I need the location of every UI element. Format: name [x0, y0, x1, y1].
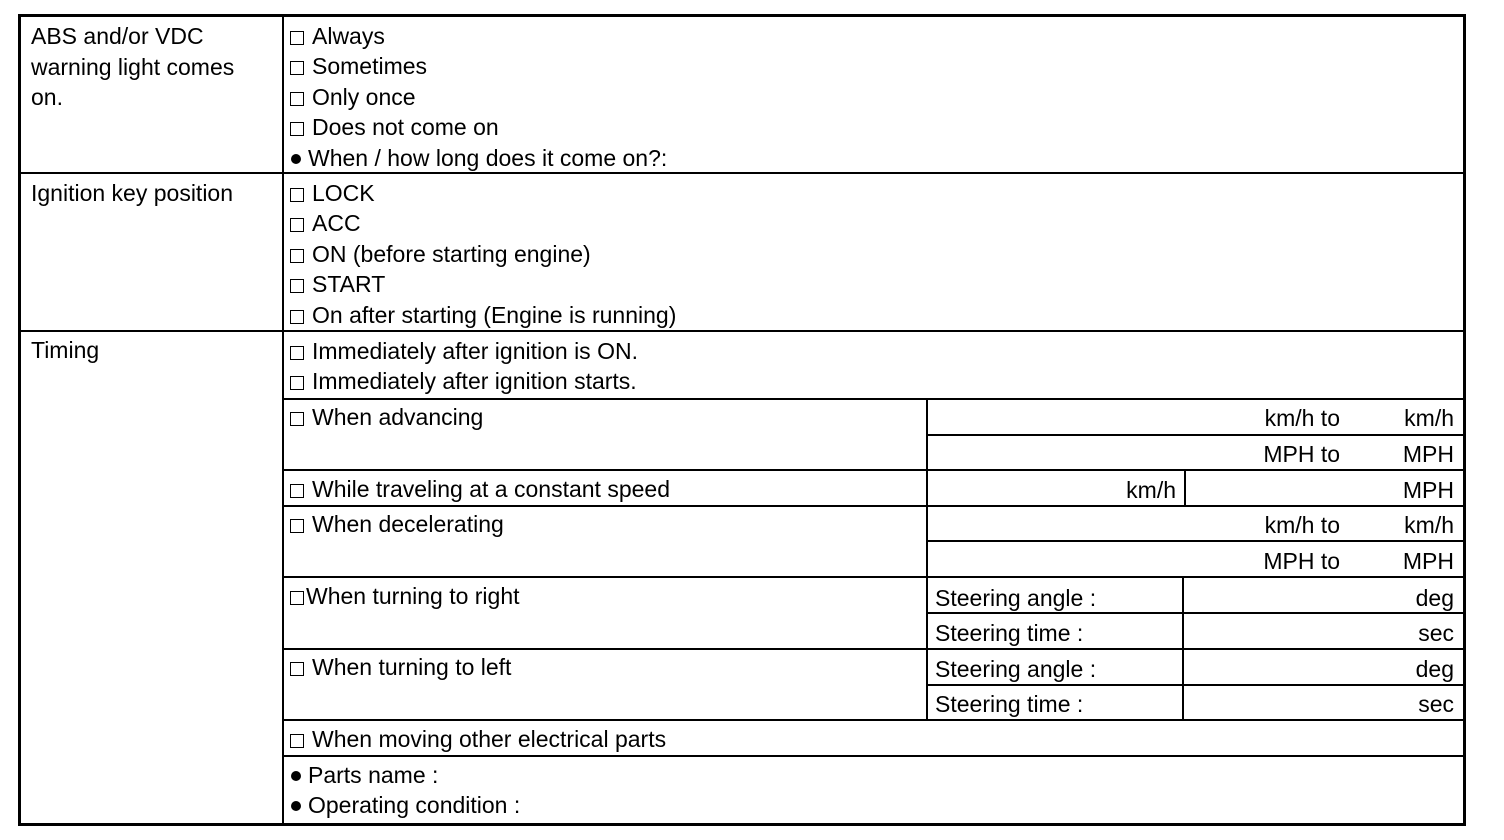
left-steering-time-label: Steering time :	[935, 691, 1084, 717]
option-when-advancing[interactable]: When advancing	[290, 402, 483, 432]
bullet-icon	[291, 154, 301, 164]
checkbox-icon[interactable]	[290, 279, 304, 293]
column-divider	[926, 398, 928, 719]
left-steering-time-unit: sec	[1418, 691, 1454, 717]
option-start[interactable]: START	[290, 269, 385, 299]
checkbox-icon[interactable]	[290, 218, 304, 232]
checkbox-icon[interactable]	[290, 519, 304, 533]
checkbox-icon[interactable]	[290, 346, 304, 360]
checkbox-icon[interactable]	[290, 734, 304, 748]
row-divider	[282, 648, 1464, 650]
checkbox-icon[interactable]	[290, 310, 304, 324]
checkbox-icon[interactable]	[290, 31, 304, 45]
option-turning-left[interactable]: When turning to left	[290, 652, 511, 682]
option-sometimes[interactable]: Sometimes	[290, 51, 427, 81]
option-on-before-start[interactable]: ON (before starting engine)	[290, 239, 591, 269]
row-divider	[928, 540, 1464, 542]
ignition-key-label: Ignition key position	[31, 180, 234, 206]
decelerating-kmh-to: km/h to	[1264, 512, 1340, 538]
checkbox-icon[interactable]	[290, 484, 304, 498]
bullet-icon	[291, 801, 301, 811]
parts-name-field: Parts name :	[288, 760, 438, 790]
checkbox-icon[interactable]	[290, 249, 304, 263]
option-lock[interactable]: LOCK	[290, 178, 375, 208]
checkbox-icon[interactable]	[290, 92, 304, 106]
row-divider	[20, 172, 1464, 174]
option-after-ignition-starts[interactable]: Immediately after ignition starts.	[290, 366, 637, 396]
advancing-mph-to: MPH to	[1263, 441, 1340, 467]
row-divider	[928, 434, 1464, 436]
checkbox-icon[interactable]	[290, 591, 304, 605]
row-divider	[20, 330, 1464, 332]
decelerating-mph-to: MPH to	[1263, 548, 1340, 574]
checkbox-icon[interactable]	[290, 412, 304, 426]
column-divider	[1184, 469, 1186, 505]
left-steering-angle-label: Steering angle :	[935, 656, 1097, 682]
right-steering-time-label: Steering time :	[935, 620, 1084, 646]
row-divider	[282, 719, 1464, 721]
constant-kmh: km/h	[1126, 477, 1176, 503]
option-always[interactable]: Always	[290, 21, 385, 51]
checkbox-icon[interactable]	[290, 122, 304, 136]
option-turning-right[interactable]: When turning to right	[290, 581, 520, 611]
option-on-after-start[interactable]: On after starting (Engine is running)	[290, 300, 676, 330]
row-divider	[282, 398, 1464, 400]
row-divider	[282, 505, 1464, 507]
row-divider	[282, 755, 1464, 757]
right-steering-angle-unit: deg	[1415, 585, 1454, 611]
row-divider	[282, 469, 1464, 471]
column-divider	[282, 16, 284, 824]
option-constant-speed[interactable]: While traveling at a constant speed	[290, 474, 670, 504]
checkbox-icon[interactable]	[290, 376, 304, 390]
question-when-how-long: When / how long does it come on?:	[288, 143, 667, 173]
decelerating-mph: MPH	[1402, 548, 1454, 574]
advancing-kmh: km/h	[1404, 405, 1454, 431]
constant-mph: MPH	[1402, 477, 1454, 503]
option-does-not-come-on[interactable]: Does not come on	[290, 112, 499, 142]
bullet-icon	[291, 771, 301, 781]
option-acc[interactable]: ACC	[290, 208, 361, 238]
option-only-once[interactable]: Only once	[290, 82, 416, 112]
right-steering-time-unit: sec	[1418, 620, 1454, 646]
warning-light-label: ABS and/or VDC warning light comes on.	[31, 23, 235, 110]
advancing-mph: MPH	[1402, 441, 1454, 467]
left-steering-angle-unit: deg	[1415, 656, 1454, 682]
decelerating-kmh: km/h	[1404, 512, 1454, 538]
timing-label: Timing	[31, 337, 100, 363]
option-when-decelerating[interactable]: When decelerating	[290, 509, 504, 539]
operating-condition-field: Operating condition :	[288, 790, 520, 820]
column-divider	[1182, 576, 1184, 719]
checkbox-icon[interactable]	[290, 188, 304, 202]
row-divider	[928, 684, 1464, 686]
option-electrical-parts[interactable]: When moving other electrical parts	[290, 724, 666, 754]
right-steering-angle-label: Steering angle :	[935, 585, 1097, 611]
row-divider	[282, 576, 1464, 578]
checkbox-icon[interactable]	[290, 662, 304, 676]
advancing-kmh-to: km/h to	[1264, 405, 1340, 431]
checkbox-icon[interactable]	[290, 61, 304, 75]
option-after-ignition-on[interactable]: Immediately after ignition is ON.	[290, 336, 638, 366]
